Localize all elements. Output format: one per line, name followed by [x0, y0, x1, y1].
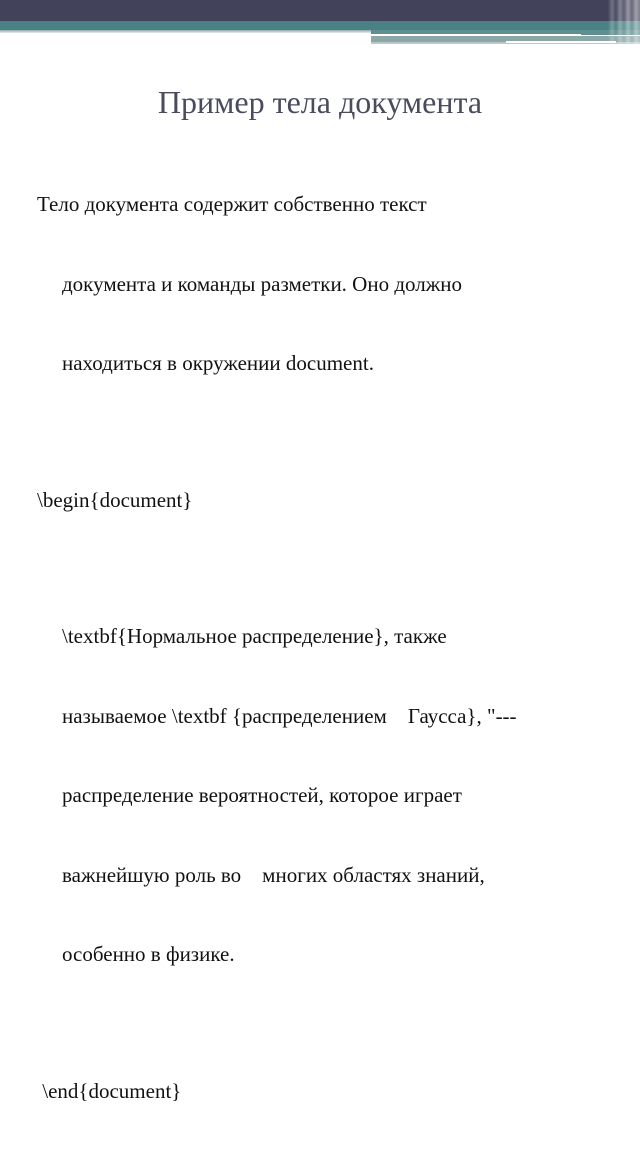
text-line: \textbf{Нормальное распределение}, также	[62, 624, 447, 648]
text-line: \end{document}	[37, 1078, 182, 1103]
header-band-teal	[0, 21, 640, 30]
paragraph-intro	[37, 138, 627, 430]
paragraph-begin-document	[37, 434, 627, 567]
header-accent-line-2	[506, 41, 616, 43]
text-line: Тело документа содержит собственно текст	[37, 192, 427, 216]
slide-title: Пример тела документа	[157, 84, 483, 120]
text-line: \begin{document}	[37, 487, 193, 512]
text-line: особенно в физике.	[62, 942, 235, 966]
text-line: распределение вероятностей, которое играет	[62, 783, 462, 807]
paragraph-end-document	[37, 1025, 627, 1158]
paragraph-document-content	[37, 570, 627, 1021]
header-accent-line-1	[371, 34, 581, 36]
header-band-shadow	[0, 30, 372, 33]
header-decorative-stripes	[608, 0, 640, 46]
header-band-dark	[0, 0, 640, 21]
text-line: находиться в окружении document.	[62, 351, 374, 375]
slide-body	[37, 138, 627, 1161]
text-line: важнейшую роль во многих областях знаний,	[62, 862, 485, 887]
text-line: документа и команды разметки. Оно должно	[62, 271, 462, 296]
text-line: называемое \textbf {распределением Гаусса}, "---	[62, 703, 517, 728]
